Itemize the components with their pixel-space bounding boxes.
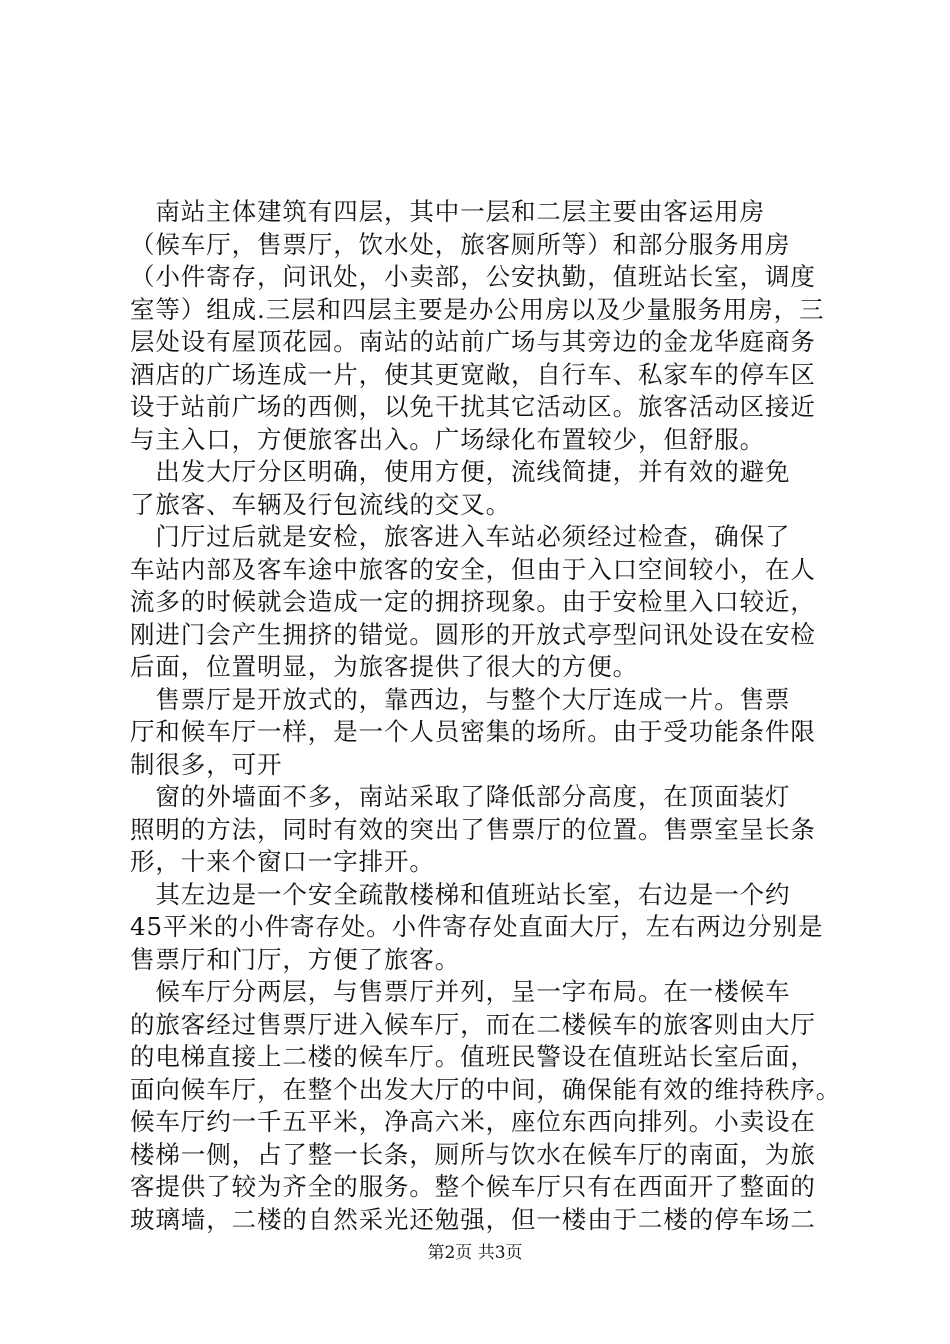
text-line: 酒店的广场连成一片，使其更宽敞，自行车、私家车的停车区 xyxy=(130,359,816,389)
text-line: 照明的方法，同时有效的突出了售票厅的位置。售票室呈长条 xyxy=(130,814,816,844)
text-line: 候车厅约一千五平米，净高六米，座位东西向排列。小卖设在 xyxy=(130,1107,816,1136)
text-line: 楼梯一侧，占了整一长条，厕所与饮水在候车厅的南面，为旅 xyxy=(130,1139,816,1169)
text-line: 南站主体建筑有四层，其中一层和二层主要由客运用房 xyxy=(130,197,765,226)
text-line: 车站内部及客车途中旅客的安全，但由于入口空间较小，在人 xyxy=(130,554,816,584)
text-line: 45平米的小件寄存处。小件寄存处直面大厅，左右两边分别是 xyxy=(130,912,824,941)
page-footer: 第2页 共3页 xyxy=(427,1243,523,1263)
text-line: 的旅客经过售票厅进入候车厅，而在二楼候车的旅客则由大厅 xyxy=(130,1009,816,1039)
text-line: 室等）组成.三层和四层主要是办公用房以及少量服务用房，三 xyxy=(130,294,825,324)
text-line: 的电梯直接上二楼的候车厅。值班民警设在值班站长室后面， xyxy=(130,1042,816,1071)
text-line: 其左边是一个安全疏散楼梯和值班站长室，右边是一个约 xyxy=(130,879,791,909)
text-line: 流多的时候就会造成一定的拥挤现象。由于安检里入口较近， xyxy=(130,587,816,616)
text-line: 形，十来个窗口一字排开。 xyxy=(130,847,435,876)
text-line: 玻璃墙，二楼的自然采光还勉强，但一楼由于二楼的停车场二 xyxy=(130,1204,816,1234)
text-line: 刚进门会产生拥挤的错觉。圆形的开放式亭型问讯处设在安检 xyxy=(130,619,816,649)
text-line: 候车厅分两层，与售票厅并列，呈一字布局。在一楼候车 xyxy=(130,977,791,1006)
text-line: 与主入口，方便旅客出入。广场绿化布置较少，但舒服。 xyxy=(130,424,765,454)
text-line: 售票厅是开放式的，靠西边，与整个大厅连成一片。售票 xyxy=(130,684,791,714)
text-line: 客提供了较为齐全的服务。整个候车厅只有在西面开了整面的 xyxy=(130,1172,816,1201)
text-line: 了旅客、车辆及行包流线的交叉。 xyxy=(130,489,511,519)
text-line: 后面，位置明显，为旅客提供了很大的方便。 xyxy=(130,652,638,681)
text-line: 窗的外墙面不多，南站采取了降低部分高度，在顶面装灯 xyxy=(130,782,791,811)
text-line: 面向候车厅，在整个出发大厅的中间，确保能有效的维持秩序。 xyxy=(130,1074,842,1104)
text-line: 设于站前广场的西侧，以免干扰其它活动区。旅客活动区接近 xyxy=(130,392,816,421)
text-line: 门厅过后就是安检，旅客进入车站必须经过检查，确保了 xyxy=(130,522,791,551)
text-line: 售票厅和门厅，方便了旅客。 xyxy=(130,944,461,974)
text-line: 出发大厅分区明确，使用方便，流线简捷，并有效的避免 xyxy=(130,457,791,486)
text-line: 厅和候车厅一样，是一个人员密集的场所。由于受功能条件限 xyxy=(130,717,816,746)
text-line: 层处设有屋顶花园。南站的站前广场与其旁边的金龙华庭商务 xyxy=(130,327,816,356)
text-line: （候车厅，售票厅，饮水处，旅客厕所等）和部分服务用房 xyxy=(130,229,791,259)
text-line: 制很多，可开 xyxy=(130,749,283,779)
text-line: （小件寄存，问讯处，小卖部，公安执勤，值班站长室，调度 xyxy=(130,262,816,291)
